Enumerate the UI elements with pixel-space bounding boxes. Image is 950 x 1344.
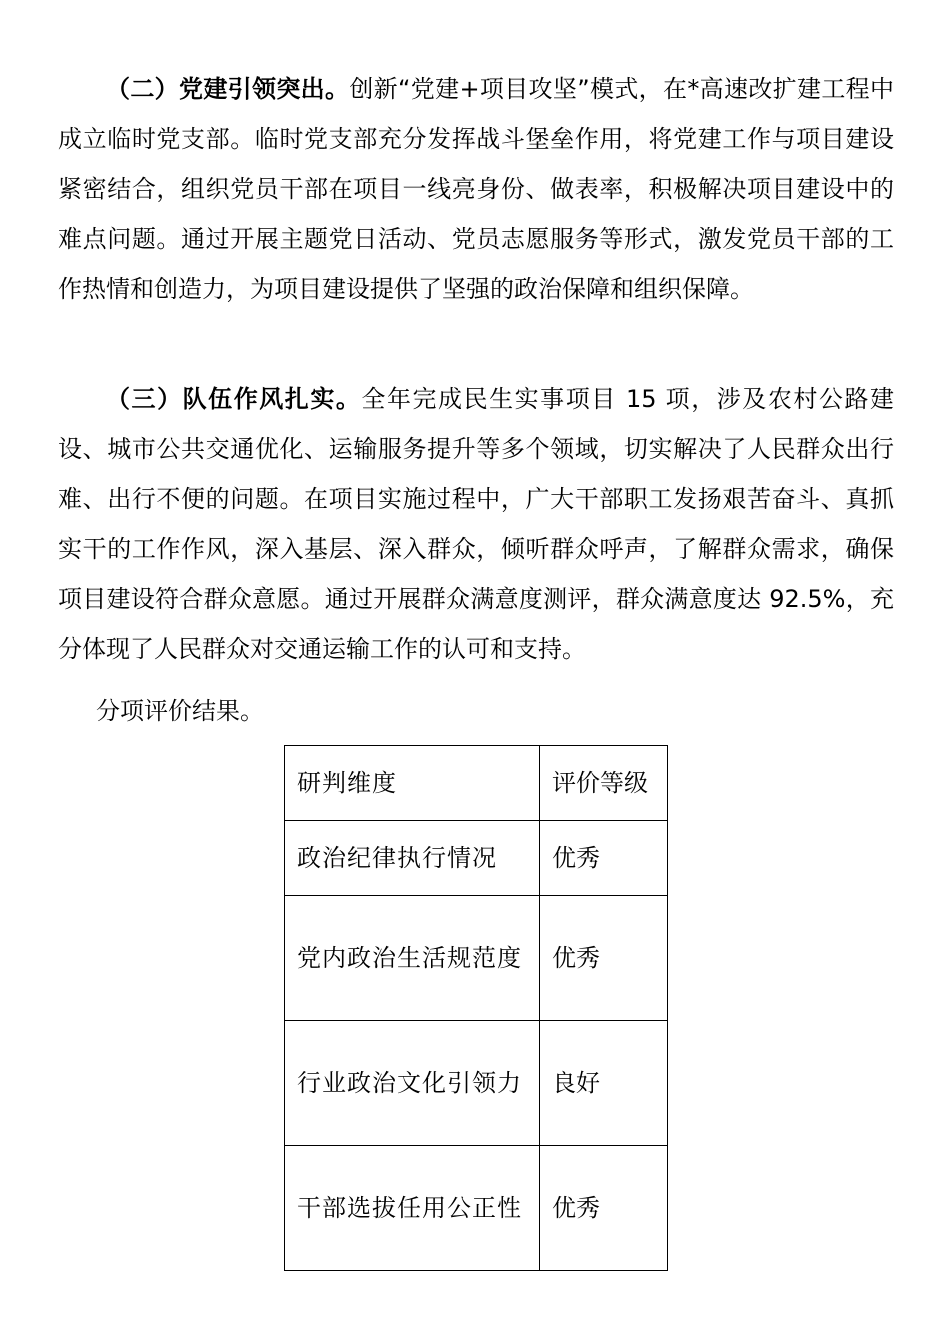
paragraph-lead: （三）队伍作风扎实。 — [106, 385, 362, 413]
table-header-grade: 评价等级 — [540, 746, 668, 821]
table-cell-dimension: 政治纪律执行情况 — [285, 821, 540, 896]
table-cell-grade: 良好 — [540, 1021, 668, 1146]
table-cell-dimension: 干部选拔任用公正性 — [285, 1146, 540, 1271]
evaluation-table — [284, 745, 668, 1271]
table-row — [285, 896, 668, 1021]
table-cell-grade: 优秀 — [540, 821, 668, 896]
table-cell-grade: 优秀 — [540, 1146, 668, 1271]
table-row — [285, 1146, 668, 1271]
paragraph-party-building — [58, 64, 894, 314]
table-header-row — [285, 746, 668, 821]
table-caption: 分项评价结果。 — [96, 697, 264, 725]
paragraph-body: 创新“党建+项目攻坚”模式，在*高速改扩建工程中成立临时党支部。临时党支部充分发挥战斗堡垒作用，将党建工作与项目建设紧密结合，组织党员干部在项目一线亮身份、做表率，积极解决项目建设中的难点问题。通过开展主题党日活动、党员志愿服务等形式，激发党员干部的工作热情和创造力，为项目建设提供了坚强的政治保障和组织保障。 — [58, 75, 894, 303]
paragraph-lead: （二）党建引领突出。 — [106, 75, 350, 103]
table-cell-dimension: 党内政治生活规范度 — [285, 896, 540, 1021]
paragraph-body: 全年完成民生实事项目 15 项，涉及农村公路建设、城市公共交通优化、运输服务提升等多个领域，切实解决了人民群众出行难、出行不便的问题。在项目实施过程中，广大干部职工发扬艰苦奋斗、真抓实干的工作作风，深入基层、深入群众，倾听群众呼声，了解群众需求，确保项目建设符合群众意愿。通过开展群众满意度测评，群众满意度达 92.5%，充分体现了人民群众对交通运输工作的认可和支持。 — [58, 385, 895, 663]
paragraph-team-style — [58, 374, 894, 674]
table-row — [285, 821, 668, 896]
table-cell-grade: 优秀 — [540, 896, 668, 1021]
table-cell-dimension: 行业政治文化引领力 — [285, 1021, 540, 1146]
table-header-dimension: 研判维度 — [285, 746, 540, 821]
table-row — [285, 1021, 668, 1146]
